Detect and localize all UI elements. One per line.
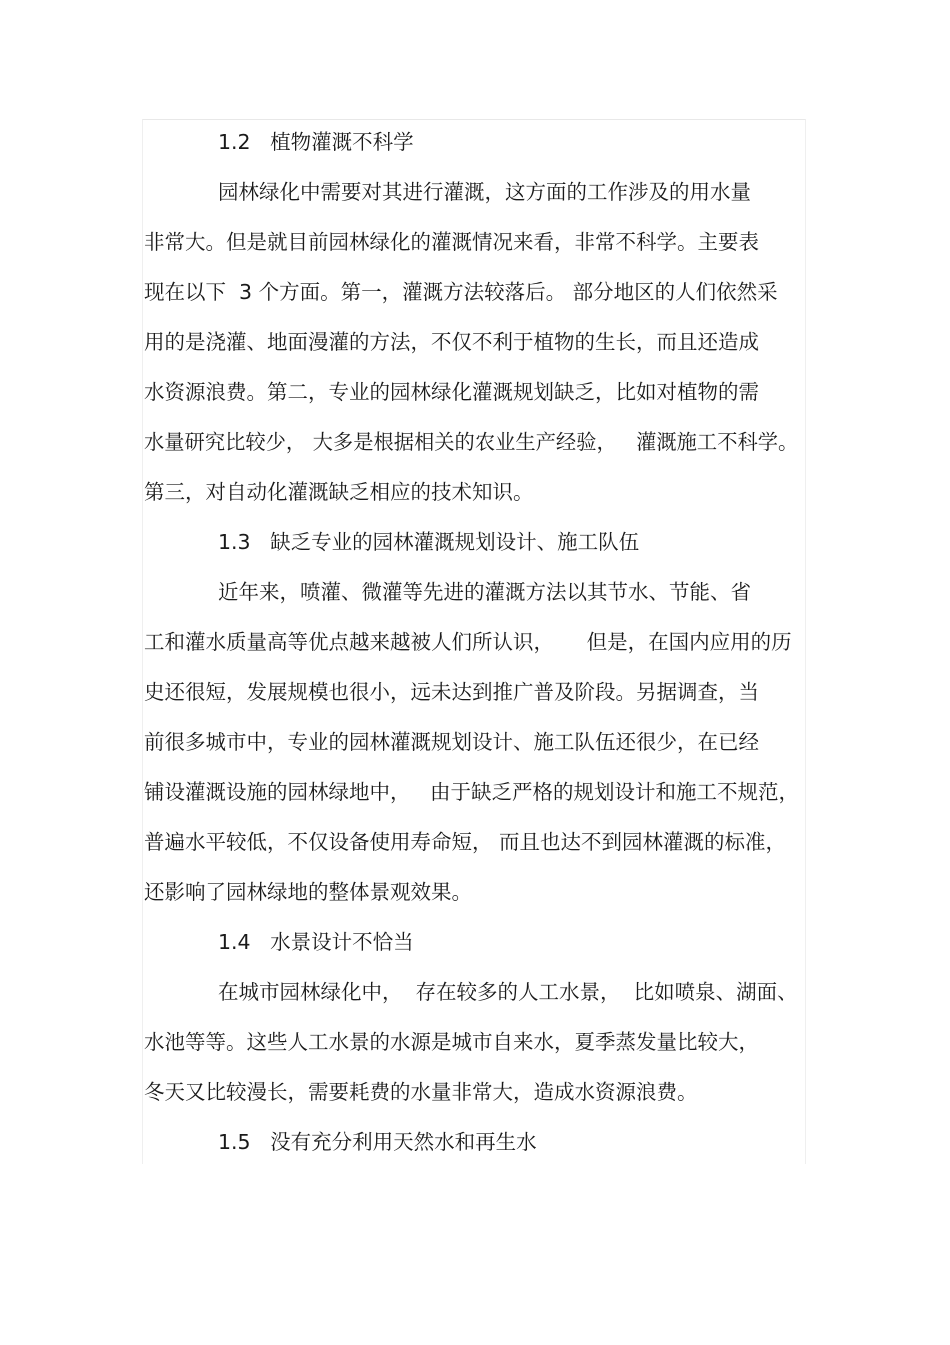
paragraph-line: 用的是浇灌、地面漫灌的方法，不仅不利于植物的生长，而且还造成 [144, 330, 759, 354]
paragraph-line: 水量研究比较少， 大多是根据相关的农业生产经验， 灌溉施工不科学。 [144, 430, 799, 454]
paragraph-line: 工和灌水质量高等优点越来越被人们所认识， 但是，在国内应用的历 [144, 630, 792, 654]
heading-1-5: 1.5 没有充分利用天然水和再生水 [218, 1130, 537, 1154]
paragraph-line: 园林绿化中需要对其进行灌溉，这方面的工作涉及的用水量 [218, 180, 751, 204]
paragraph-line: 铺设灌溉设施的园林绿地中， 由于缺乏严格的规划设计和施工不规范， [144, 780, 800, 804]
heading-1-2: 1.2 植物灌溉不科学 [218, 130, 414, 154]
heading-1-4: 1.4 水景设计不恰当 [218, 930, 414, 954]
paragraph-line: 史还很短，发展规模也很小，远未达到推广普及阶段。另据调查，当 [144, 680, 759, 704]
heading-1-3: 1.3 缺乏专业的园林灌溉规划设计、施工队伍 [218, 530, 640, 554]
paragraph-line: 水资源浪费。第二，专业的园林绿化灌溉规划缺乏，比如对植物的需 [144, 380, 759, 404]
paragraph-line: 现在以下 3 个方面。第一，灌溉方法较落后。 部分地区的人们依然采 [144, 280, 778, 304]
paragraph-line: 非常大。但是就目前园林绿化的灌溉情况来看，非常不科学。主要表 [144, 230, 759, 254]
paragraph-line: 前很多城市中，专业的园林灌溉规划设计、施工队伍还很少，在已经 [144, 730, 759, 754]
paragraph-line: 冬天又比较漫长，需要耗费的水量非常大，造成水资源浪费。 [144, 1080, 698, 1104]
paragraph-line: 普遍水平较低，不仅设备使用寿命短， 而且也达不到园林灌溉的标准， [144, 830, 787, 854]
paragraph-line: 第三，对自动化灌溉缺乏相应的技术知识。 [144, 480, 534, 504]
paragraph-line: 水池等等。这些人工水景的水源是城市自来水，夏季蒸发量比较大， [144, 1030, 759, 1054]
paragraph-line: 还影响了园林绿地的整体景观效果。 [144, 880, 472, 904]
paragraph-line: 近年来，喷灌、微灌等先进的灌溉方法以其节水、节能、省 [218, 580, 751, 604]
paragraph-line: 在城市园林绿化中， 存在较多的人工水景， 比如喷泉、湖面、 [218, 980, 798, 1004]
